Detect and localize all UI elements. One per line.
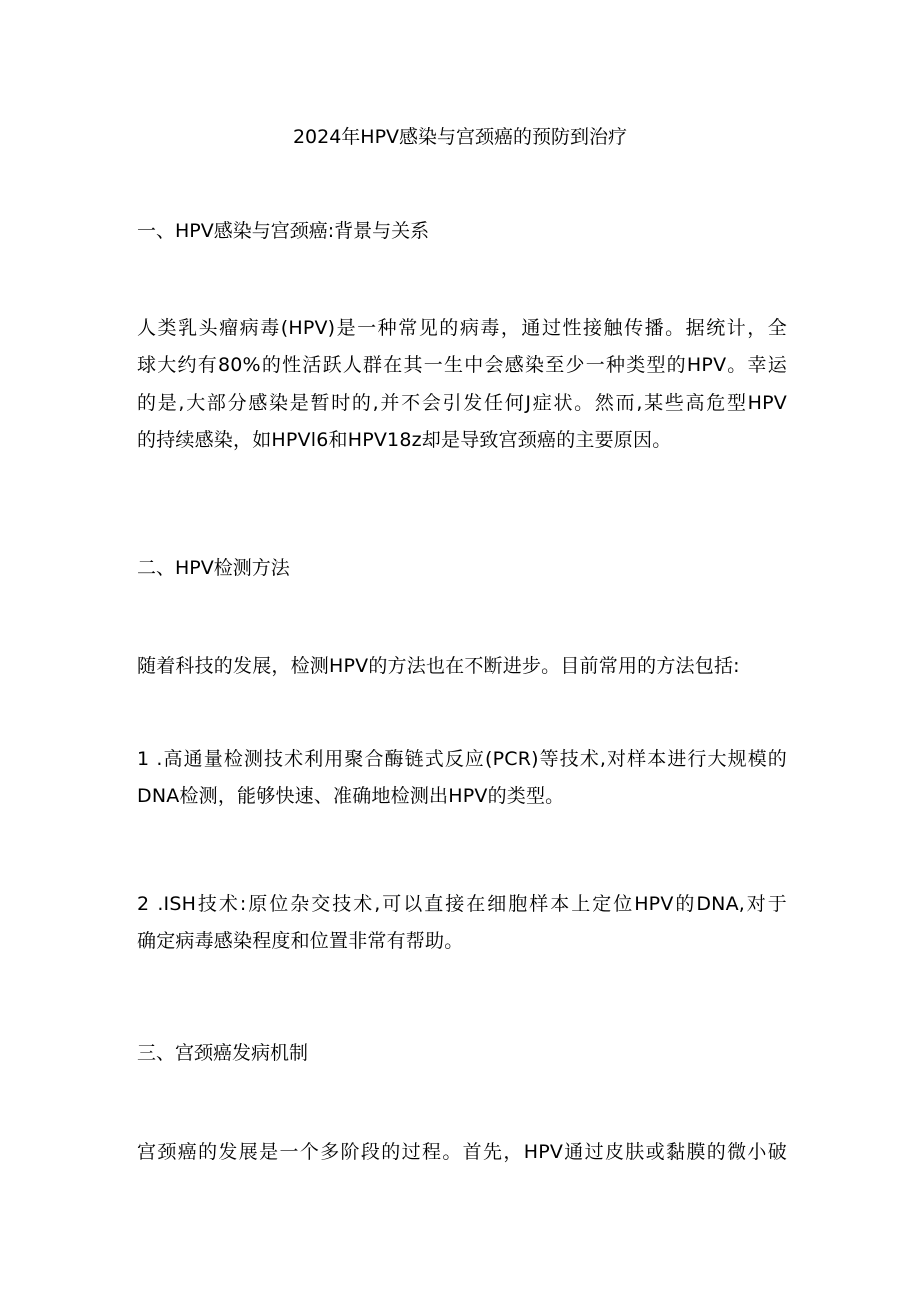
section-heading-3: 三、宫颈癌发病机制 — [137, 1042, 309, 1064]
section-heading-2: 二、HPV检测方法 — [137, 557, 290, 579]
paragraph-line: 随着科技的发展，检测HPV的方法也在不断进步。目前常用的方法包括: — [137, 655, 740, 677]
paragraph-line: 球大约有80%的性活跃人群在其一生中会感染至少一种类型的HPV。幸运 — [137, 354, 787, 377]
section-2-intro — [137, 648, 787, 685]
paragraph-line: 1 .高通量检测技术利用聚合酶链式反应(PCR)等技术,对样本进行大规模的 — [137, 748, 787, 770]
paragraph-line: 确定病毒感染程度和位置非常有帮助。 — [137, 930, 464, 953]
paragraph-line: 宫颈癌的发展是一个多阶段的过程。首先，HPV通过皮肤或黏膜的微小破 — [137, 1141, 787, 1163]
paragraph-line: 人类乳头瘤病毒(HPV)是一种常见的病毒，通过性接触传播。据统计，全 — [137, 317, 787, 339]
list-item-1 — [137, 741, 787, 816]
section-heading-1: 一、HPV感染与宫颈癌:背景与关系 — [137, 220, 430, 242]
section-3-paragraph — [137, 1134, 787, 1171]
paragraph-line: DNA检测，能够快速、准确地检测出HPV的类型。 — [137, 785, 565, 808]
paragraph-line: 的持续感染，如HPVl6和HPV18z却是导致宫颈癌的主要原因。 — [137, 428, 672, 451]
paragraph-line: 的是,大部分感染是暂时的,并不会引发任何J症状。然而,某些高危型HPV — [137, 391, 787, 414]
document-title: 2024年HPV感染与宫颈癌的预防到治疗 — [292, 126, 628, 148]
list-item-2 — [137, 886, 787, 961]
paragraph-line: 2 .ISH技术:原位杂交技术,可以直接在细胞样本上定位HPV的DNA,对于 — [137, 893, 787, 915]
section-1-paragraph — [137, 310, 787, 459]
